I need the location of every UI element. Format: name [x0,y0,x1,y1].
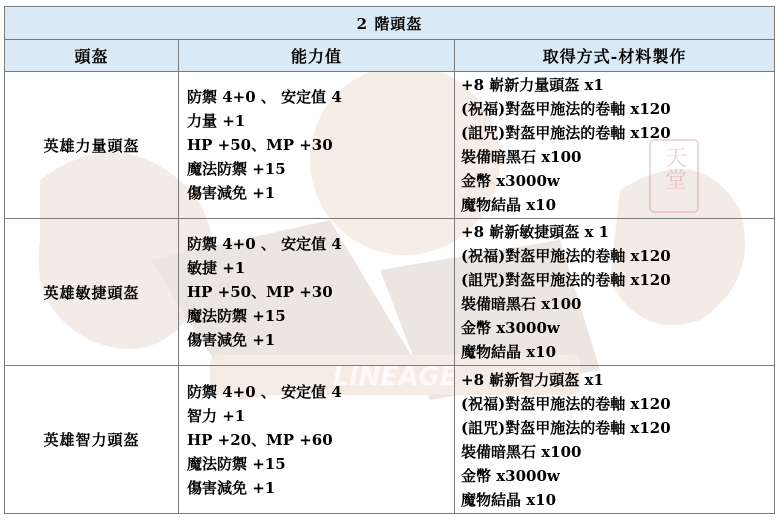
material-line: 金幣 x3000w [461,172,560,190]
helmet-crafting-table [4,6,775,514]
table-row [5,72,775,219]
table-title: 2 階頭盔 [5,7,775,40]
stat-line: 防禦 4+0 、 安定值 4 [187,382,342,401]
stat-line: 傷害減免 +1 [187,184,276,202]
material-line: 金幣 x3000w [461,319,560,337]
stat-line: 魔法防禦 +15 [187,454,286,473]
watermark-stamp-text: 天堂 [661,146,687,190]
materials-cell [455,72,775,219]
material-line: (祝福)對盔甲施法的卷軸 x120 [461,100,671,118]
material-line: (詛咒)對盔甲施法的卷軸 x120 [461,124,671,142]
table-row [5,366,775,514]
stat-line: 力量 +1 [187,112,246,130]
stat-line: 魔法防禦 +15 [187,307,286,325]
stats-cell [179,366,455,514]
material-line: 魔物結晶 x10 [461,490,557,509]
materials-cell [455,366,775,514]
material-line: (祝福)對盔甲施法的卷軸 x120 [461,247,671,265]
stat-line: 傷害減免 +1 [187,331,276,349]
stat-line: 智力 +1 [187,406,246,425]
stat-line: HP +20、MP +60 [187,430,333,449]
col-header-materials: 取得方式-材料製作 [455,40,775,72]
helmet-name: 英雄力量頭盔 [5,72,179,219]
material-line: +8 嶄新敏捷頭盔 x 1 [461,223,610,241]
material-line: 金幣 x3000w [461,466,560,485]
materials-cell [455,219,775,366]
stat-line: 敏捷 +1 [187,259,246,277]
watermark-logo-text: LINEAGE [332,362,458,392]
stat-line: HP +50、MP +30 [187,283,333,301]
table-row [5,219,775,366]
stats-cell [179,72,455,219]
col-header-stats: 能力值 [179,40,455,72]
material-line: 魔物結晶 x10 [461,196,557,214]
stat-line: 魔法防禦 +15 [187,160,286,178]
material-line: 裝備暗黑石 x100 [461,148,582,166]
stat-line: 防禦 4+0 、 安定值 4 [187,235,342,253]
material-line: 魔物結晶 x10 [461,343,557,361]
stats-cell [179,219,455,366]
material-line: (祝福)對盔甲施法的卷軸 x120 [461,394,671,413]
helmet-name: 英雄敏捷頭盔 [5,219,179,366]
stat-line: HP +50、MP +30 [187,136,333,154]
col-header-helmet: 頭盔 [5,40,179,72]
material-line: 裝備暗黑石 x100 [461,442,582,461]
material-line: 裝備暗黑石 x100 [461,295,582,313]
material-line: +8 嶄新智力頭盔 x1 [461,370,604,389]
material-line: +8 嶄新力量頭盔 x1 [461,76,604,94]
material-line: (詛咒)對盔甲施法的卷軸 x120 [461,418,671,437]
stat-line: 防禦 4+0 、 安定值 4 [187,88,342,106]
stat-line: 傷害減免 +1 [187,478,276,497]
helmet-name: 英雄智力頭盔 [5,366,179,514]
material-line: (詛咒)對盔甲施法的卷軸 x120 [461,271,671,289]
